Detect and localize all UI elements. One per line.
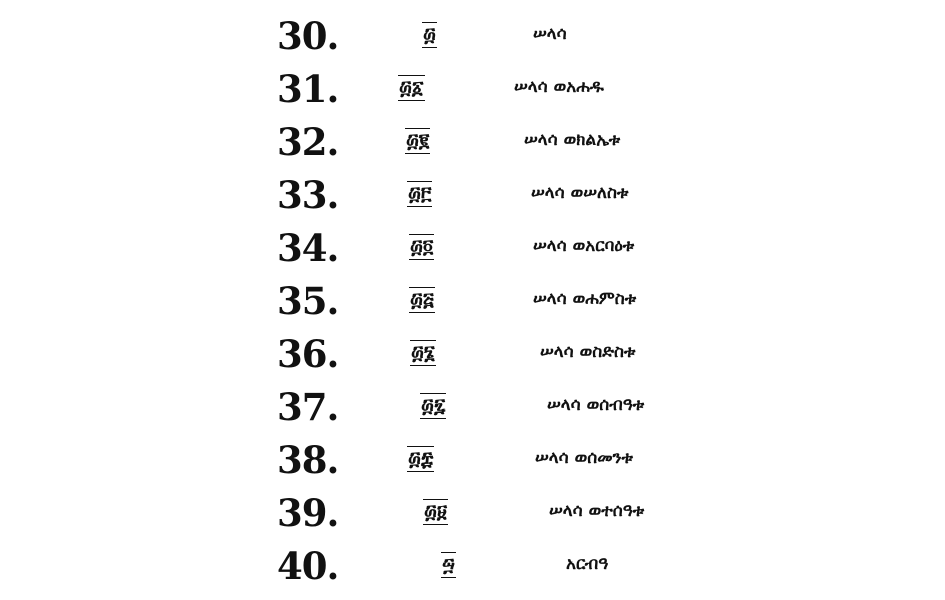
geez-number-name: አርብዓ <box>566 554 609 574</box>
arabic-number: 35. <box>277 279 339 323</box>
geez-numeral: ፴፰ <box>408 448 434 470</box>
geez-numeral: ፴ <box>423 24 436 46</box>
geez-number-name: ሠላሳ ወተሰዓቱ <box>549 501 645 521</box>
geez-numeral: ፴፱ <box>424 501 447 523</box>
arabic-number: 32. <box>277 120 339 164</box>
arabic-number: 39. <box>277 491 339 535</box>
arabic-number: 37. <box>277 385 339 429</box>
list-item <box>0 489 945 541</box>
geez-number-name: ሠላሳ ወሰብዓቱ <box>547 395 645 415</box>
arabic-number: 34. <box>277 226 339 270</box>
list-item <box>0 277 945 329</box>
geez-numeral: ፴፭ <box>410 289 434 311</box>
list-item <box>0 224 945 276</box>
geez-number-name: ሠላሳ ወአርባዕቱ <box>533 236 635 256</box>
list-item <box>0 65 945 117</box>
geez-number-name: ሠላሳ ወሐምስቱ <box>533 289 637 309</box>
geez-numeral: ፴፬ <box>410 236 434 258</box>
geez-number-name: ሠላሳ ወሠለስቱ <box>531 183 629 203</box>
arabic-number: 40. <box>277 544 339 588</box>
arabic-number: 31. <box>277 67 339 111</box>
geez-number-name: ሠላሳ ወስድስቱ <box>540 342 636 362</box>
list-item <box>0 436 945 488</box>
geez-numeral: ፴፯ <box>421 395 446 417</box>
arabic-number: 30. <box>277 14 339 58</box>
geez-numeral: ፵ <box>442 554 456 576</box>
list-item <box>0 542 945 594</box>
list-item <box>0 383 945 435</box>
list-item <box>0 171 945 223</box>
geez-number-name: ሠላሳ <box>533 24 567 44</box>
list-item <box>0 12 945 64</box>
geez-numeral: ፴፫ <box>408 183 432 205</box>
geez-numeral: ፴፪ <box>406 130 430 152</box>
geez-numeral: ፴፩ <box>399 77 424 99</box>
arabic-number: 38. <box>277 438 339 482</box>
geez-numeral: ፴፮ <box>411 342 435 364</box>
list-item <box>0 330 945 382</box>
arabic-number: 33. <box>277 173 339 217</box>
geez-number-name: ሠላሳ ወሰመንቱ <box>535 448 633 468</box>
arabic-number: 36. <box>277 332 339 376</box>
geez-number-name: ሠላሳ ወክልኤቱ <box>524 130 621 150</box>
list-item <box>0 118 945 170</box>
geez-number-name: ሠላሳ ወአሐዱ <box>514 77 604 97</box>
